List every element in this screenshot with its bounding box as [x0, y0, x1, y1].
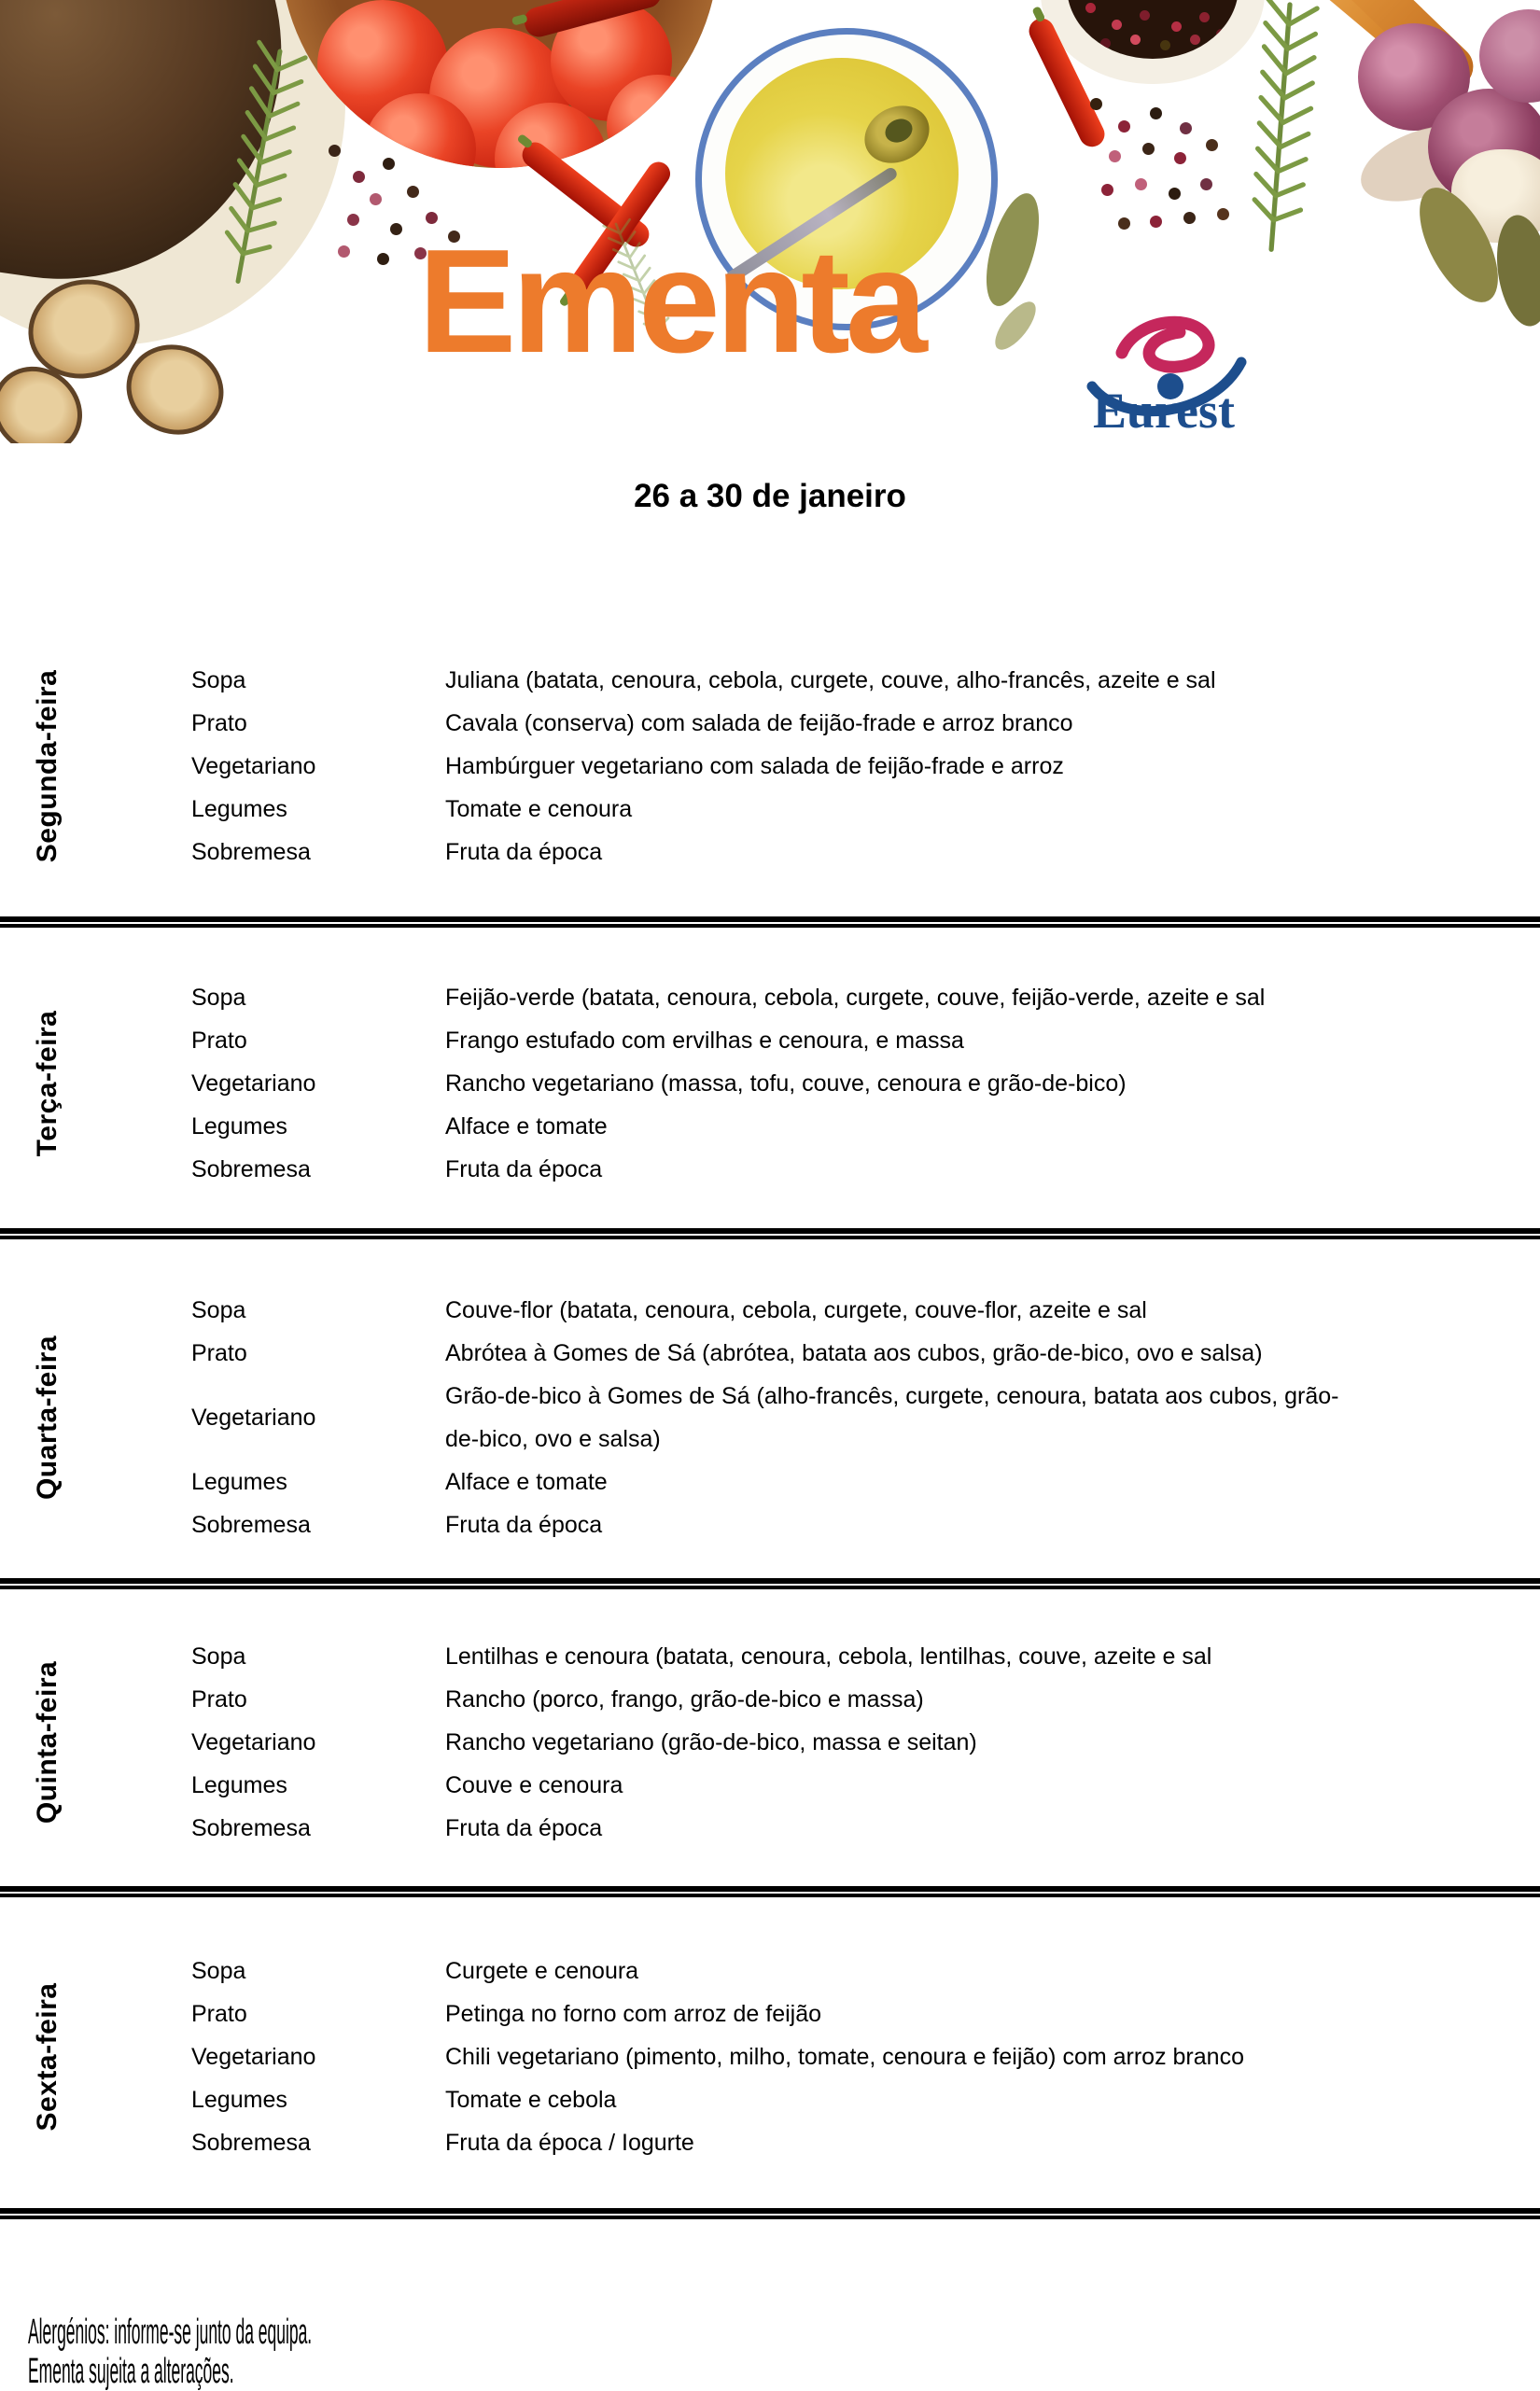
section-divider: [0, 2208, 1540, 2219]
menu-rows: [191, 976, 1540, 1191]
dish-text: Fruta da época / Iogurte: [445, 2130, 694, 2156]
dish-text: Alface e tomate: [445, 1469, 608, 1495]
footer-notes: [28, 2313, 312, 2391]
category-label: Legumes: [191, 1772, 287, 1798]
category-label: Vegetariano: [191, 2044, 316, 2070]
dish-text: Grão-de-bico à Gomes de Sá (alho-francês, curgete, cenoura, batata aos cubos, grão-de-bico, ovo e salsa): [445, 1383, 1339, 1452]
ementa-wordmark: Ementa: [418, 219, 923, 384]
banner: [0, 0, 1540, 443]
category-label: Vegetariano: [191, 753, 316, 779]
category-label: Sobremesa: [191, 1512, 311, 1538]
day-section-terca: [0, 928, 1540, 1228]
category-label: Sopa: [191, 985, 246, 1011]
category-label: Sobremesa: [191, 1815, 311, 1841]
menu-changes-note: Ementa sujeita a alterações.: [28, 2352, 234, 2391]
dish-text: Rancho (porco, frango, grão-de-bico e massa): [445, 1686, 924, 1713]
day-label: Quarta-feira: [32, 1335, 63, 1501]
category-label: Prato: [191, 1686, 247, 1713]
dish-text: Fruta da época: [445, 1512, 603, 1538]
day-label: Quinta-feira: [32, 1660, 63, 1825]
dish-text: Feijão-verde (batata, cenoura, cebola, curgete, couve, feijão-verde, azeite e sal: [445, 985, 1266, 1011]
category-label: Vegetariano: [191, 1729, 316, 1755]
category-label: Sobremesa: [191, 2130, 311, 2156]
section-divider: [0, 916, 1540, 928]
dish-text: Juliana (batata, cenoura, cebola, curgete, couve, alho-francês, azeite e sal: [445, 667, 1216, 693]
eurest-brand-text: Eurest: [1092, 383, 1236, 439]
day-section-quarta: [0, 1239, 1540, 1578]
menu-rows: [191, 1289, 1540, 1546]
category-label: Vegetariano: [191, 1070, 316, 1097]
dish-text: Curgete e cenoura: [445, 1958, 639, 1984]
category-label: Prato: [191, 2001, 247, 2027]
day-section-segunda: [0, 514, 1540, 916]
eurest-ribbon-icon: [1122, 322, 1209, 367]
day-label: Segunda-feira: [32, 669, 63, 863]
day-section-quinta: [0, 1589, 1540, 1886]
dish-text: Alface e tomate: [445, 1113, 608, 1140]
category-label: Sopa: [191, 1643, 246, 1670]
dish-text: Petinga no forno com arroz de feijão: [445, 2001, 822, 2027]
dish-text: Fruta da época: [445, 1815, 603, 1841]
section-divider: [0, 1886, 1540, 1897]
section-divider: [0, 1228, 1540, 1239]
dish-text: Cavala (conserva) com salada de feijão-frade e arroz branco: [445, 710, 1073, 736]
category-label: Prato: [191, 1028, 247, 1054]
dish-text: Rancho vegetariano (massa, tofu, couve, cenoura e grão-de-bico): [445, 1070, 1127, 1097]
dish-text: Fruta da época: [445, 839, 603, 865]
dish-text: Couve-flor (batata, cenoura, cebola, curgete, couve-flor, azeite e sal: [445, 1297, 1147, 1323]
eurest-logo: [1057, 304, 1271, 440]
dish-text: Couve e cenoura: [445, 1772, 623, 1798]
section-divider: [0, 1578, 1540, 1589]
dish-text: Tomate e cenoura: [445, 796, 633, 822]
day-label: Sexta-feira: [32, 1982, 63, 2132]
category-label: Sobremesa: [191, 839, 311, 865]
category-label: Prato: [191, 1340, 247, 1366]
week-title: 26 a 30 de janeiro: [634, 478, 906, 514]
category-label: Sopa: [191, 667, 246, 693]
menu-rows: [191, 659, 1540, 874]
dish-text: Chili vegetariano (pimento, milho, tomate, cenoura e feijão) com arroz branco: [445, 2044, 1244, 2070]
menu-rows: [191, 1635, 1540, 1850]
category-label: Legumes: [191, 1113, 287, 1140]
dish-text: Abrótea à Gomes de Sá (abrótea, batata aos cubos, grão-de-bico, ovo e salsa): [445, 1340, 1263, 1366]
menu-rows: [191, 1950, 1540, 2164]
day-label: Terça-feira: [32, 1010, 63, 1157]
category-label: Sopa: [191, 1297, 246, 1323]
category-label: Vegetariano: [191, 1405, 316, 1431]
dish-text: Fruta da época: [445, 1156, 603, 1182]
dish-text: Frango estufado com ervilhas e cenoura, e massa: [445, 1028, 964, 1054]
dish-text: Tomate e cebola: [445, 2087, 617, 2113]
category-label: Legumes: [191, 2087, 287, 2113]
day-section-sexta: [0, 1897, 1540, 2208]
dish-text: Rancho vegetariano (grão-de-bico, massa e seitan): [445, 1729, 977, 1755]
category-label: Legumes: [191, 1469, 287, 1495]
dish-text: Lentilhas e cenoura (batata, cenoura, cebola, lentilhas, couve, azeite e sal: [445, 1643, 1212, 1670]
category-label: Sobremesa: [191, 1156, 311, 1182]
dish-text: Hambúrguer vegetariano com salada de feijão-frade e arroz: [445, 753, 1064, 779]
category-label: Sopa: [191, 1958, 246, 1984]
allergens-note: Alergénios: informe-se junto da equipa.: [28, 2313, 313, 2352]
category-label: Prato: [191, 710, 247, 736]
category-label: Legumes: [191, 796, 287, 822]
